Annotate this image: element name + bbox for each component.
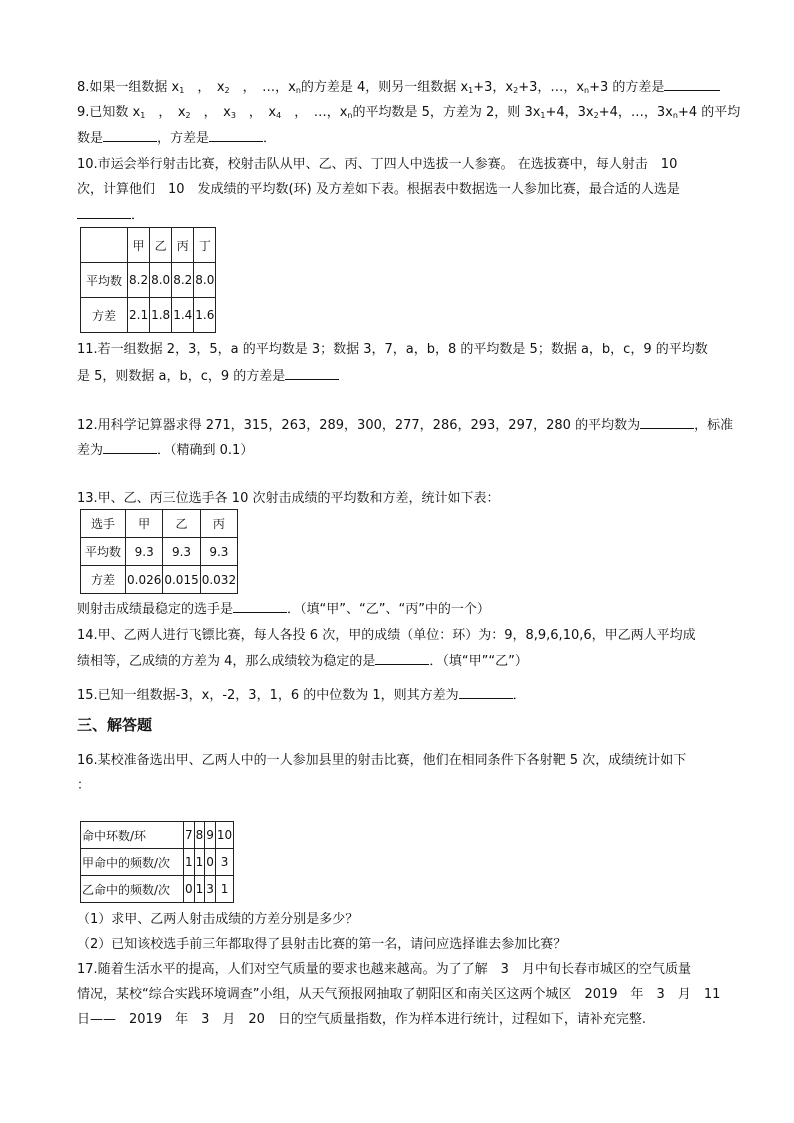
q16-sub-2: （2）已知该校选手前三年都取得了县射击比赛的第一名，请问应选择谁去参加比赛？ [77, 937, 567, 952]
table-row: 甲 乙 丙 丁 [81, 228, 216, 263]
q15-line: 15.已知一组数据-3，x，-2，3，1，6 的中位数为 1，则其方差为 ． [77, 688, 526, 703]
q11-line-1: 11.若一组数据 2，3，5，a 的平均数是 3；数据 3，7，a，b，8 的平均数是 5；数据 a，b，c，9 的平均数 [77, 342, 708, 357]
q16-line-1: 16.某校准备选出甲、乙两人中的一人参加县里的射击比赛，他们在相同条件下各射靶 5 次，成绩统计如下 [77, 753, 687, 768]
answer-blank [209, 129, 263, 142]
table-row: 选手 甲 乙 丙 [81, 510, 238, 538]
table-row: 平均数 8.2 8.0 8.2 8.0 [81, 263, 216, 298]
q9-line-1: 9.已知数 $x_1$ ， $x_2$ ， $x_3$ ， $x_4$ ， …，$x_n$的平均数是 5，方差为 2，则 $3x_1+4$，$3x_2+4$，…，$3x_n+4$ 的平均 [77, 105, 741, 120]
table-row: 方差 2.1 1.8 1.4 1.6 [81, 298, 216, 333]
answer-blank [375, 652, 429, 665]
answer-blank [233, 600, 287, 613]
q13-line-1: 13.甲、乙、丙三位选手各 10 次射击成绩的平均数和方差，统计如下表： [77, 491, 500, 506]
q17-line-3: 日—— 2019 年 3 月 20 日的空气质量指数，作为样本进行统计，过程如下，请补充完整. [77, 1012, 647, 1027]
q10-table [80, 227, 216, 333]
answer-blank [640, 416, 694, 429]
answer-blank [664, 78, 720, 91]
q16-sub-1: （1）求甲、乙两人射击成绩的方差分别是多少？ [77, 912, 359, 927]
answer-blank [103, 441, 157, 454]
q12-line-1: 12.用科学记算器求得 271，315，263，289，300，277，286，293，297，280 的平均数为 ，标准 [77, 418, 734, 433]
q11-line-2: 是 5，则数据 a，b，c，9 的方差是 [77, 367, 339, 386]
q16-table [80, 821, 234, 903]
q14-line-2: 绩相等，乙成绩的方差为 4，那么成绩较为稳定的是 ．（填“甲”“乙”） [77, 654, 528, 669]
q10-line-1: 10.市运会举行射击比赛，校射击队从甲、乙、丙、丁四人中选拔一人参赛。 在选拔赛中，每人射击 10 [77, 157, 678, 172]
q9-line-2: 数是 ，方差是 ． [77, 131, 277, 146]
table-row: 甲命中的频数/次 1 1 0 3 [81, 849, 234, 876]
q14-line-1: 14.甲、乙两人进行飞镖比赛，每人各投 6 次，甲的成绩（单位：环）为：9，8,9,6,10,6，甲乙两人平均成 [77, 628, 696, 643]
section-title: 三、解答题 [77, 716, 153, 734]
q17-line-2: 情况，某校“综合实践环境调查”小组，从天气预报网抽取了朝阳区和南关区这两个城区 2019 年 3 月 11 [77, 987, 721, 1002]
answer-blank [285, 367, 339, 380]
table-row: 平均数 9.3 9.3 9.3 [81, 538, 238, 566]
q8-line: 8.如果一组数据 $x_1$ ， $x_2$ ， …，$x_n$的方差是 4，则另一组数据 $x_1+3$，$x_2+3$，…，$x_n+3$ 的方差是 [77, 78, 720, 100]
q13-line-after: 则射击成绩最稳定的选手是 ．（填“甲”、“乙”、“丙”中的一个） [77, 602, 490, 617]
answer-blank [103, 129, 157, 142]
q16-line-2: ： [77, 778, 91, 793]
answer-blank [77, 206, 131, 219]
q12-line-2: 差为 ．（精确到 0.1） [77, 443, 254, 458]
q10-line-2: 次，计算他们 10 发成绩的平均数(环) 及方差如下表。根据表中数据选一人参加比赛，最合适的人选是 [77, 182, 680, 197]
table-row: 方差 0.026 0.015 0.032 [81, 566, 238, 594]
table-row: 乙命中的频数/次 0 1 3 1 [81, 876, 234, 903]
answer-blank [459, 686, 513, 699]
q10-line-3: ． [77, 206, 144, 225]
q13-table [80, 509, 238, 594]
table-row: 命中环数/环 7 8 9 10 [81, 822, 234, 849]
q17-line-1: 17.随着生活水平的提高，人们对空气质量的要求也越来越高。为了了解 3 月中旬长春市城区的空气质量 [77, 962, 691, 977]
